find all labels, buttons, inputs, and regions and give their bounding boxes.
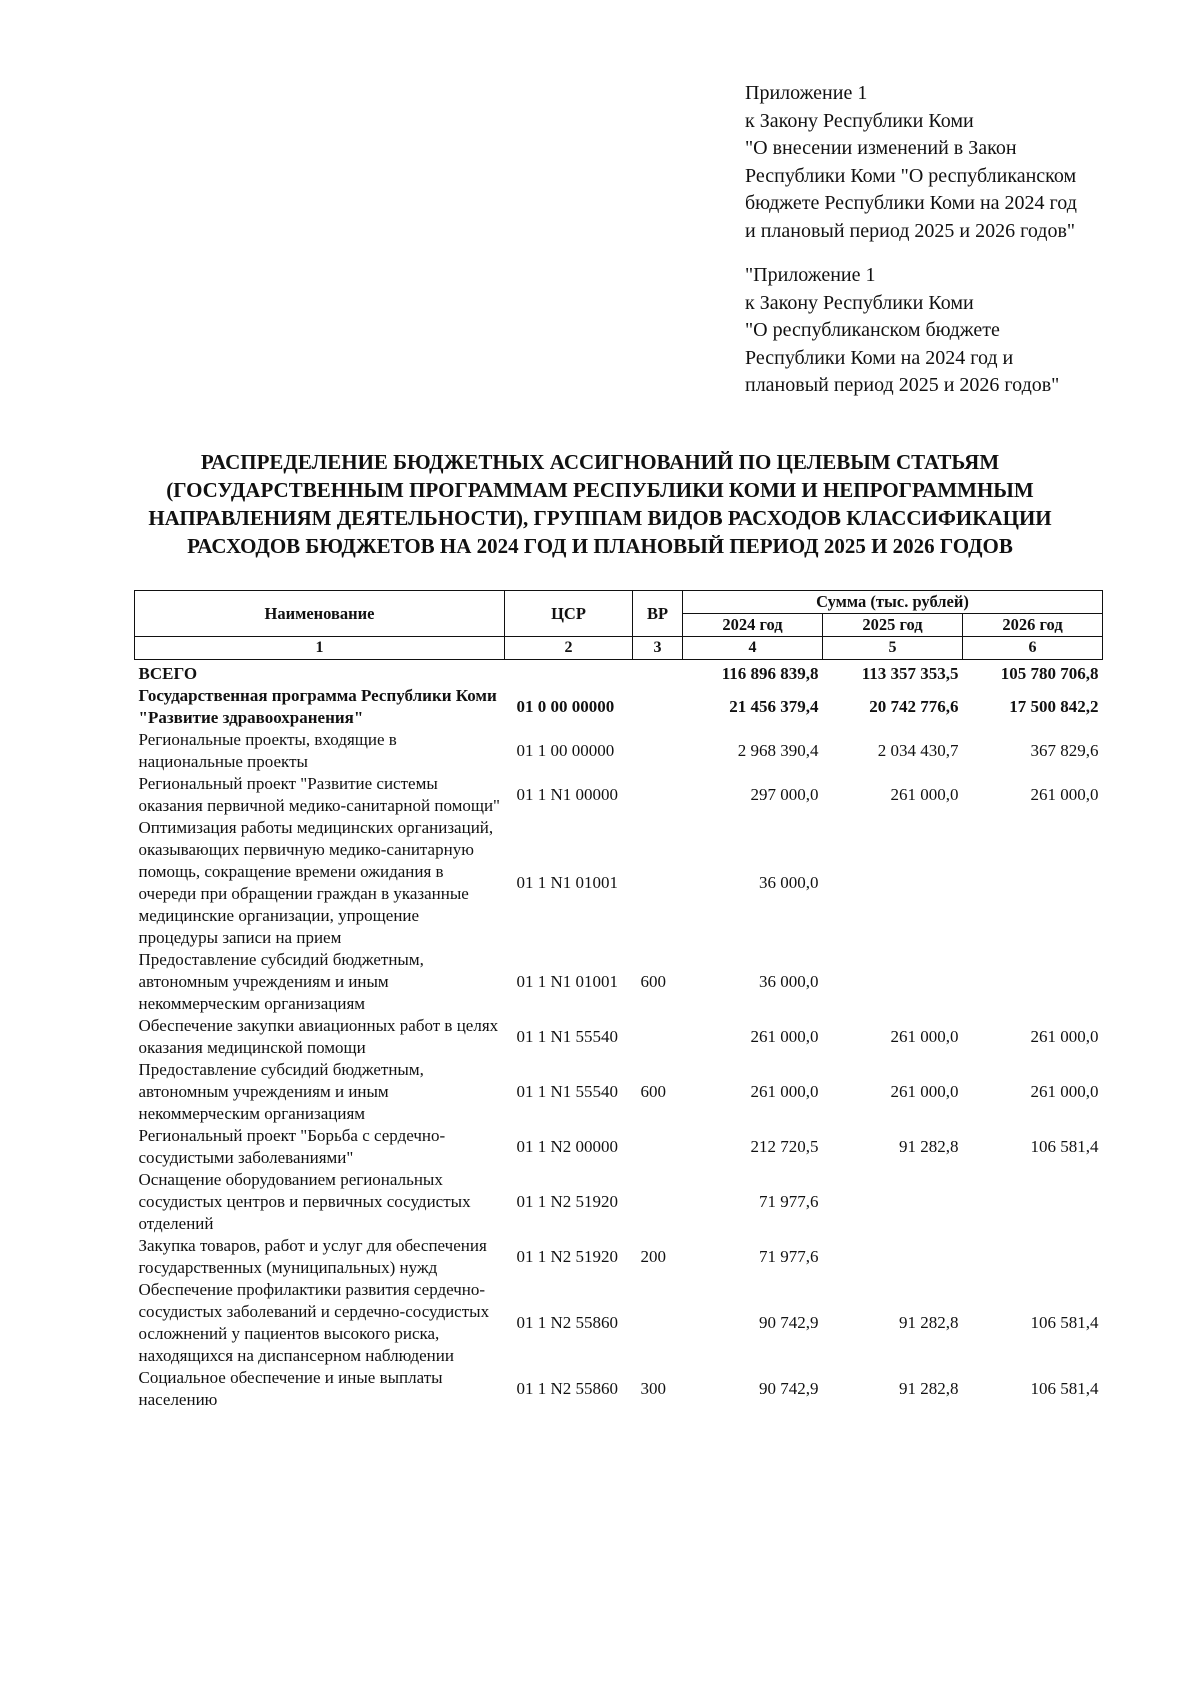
row-csr: 01 1 N1 55540 [516, 1082, 619, 1101]
row-name: Региональный проект "Борьба с сердечно-сосудистыми заболеваниями" [138, 1126, 446, 1167]
row-name: Закупка товаров, работ и услуг для обеспечения государственных (муниципальных) нужд [138, 1236, 487, 1277]
row-sum-2025 [823, 949, 963, 1015]
row-sum-2024: 71 977,6 [759, 1192, 819, 1211]
appendix-line: плановый период 2025 и 2026 годов" [745, 374, 1060, 396]
row-sum-2025: 91 282,8 [899, 1379, 959, 1398]
row-csr [505, 660, 633, 686]
col-number: 1 [135, 637, 505, 660]
row-csr: 01 1 00 00000 [516, 741, 615, 760]
header-vr: ВР [633, 591, 683, 637]
col-number: 3 [633, 637, 683, 660]
row-csr: 01 0 00 00000 [516, 697, 615, 716]
row-sum-2024: 36 000,0 [759, 972, 819, 991]
row-name: Государственная программа Республики Коми "Развитие здравоохранения" [138, 686, 497, 727]
appendix-line: к Закону Республики Коми [745, 109, 974, 132]
row-csr: 01 1 N2 55860 [516, 1313, 619, 1332]
row-csr: 01 1 N2 55860 [516, 1379, 619, 1398]
table-row [135, 949, 1103, 1015]
row-sum-2026: 106 581,4 [1030, 1379, 1099, 1398]
row-vr [633, 660, 683, 686]
appendix-line: к Закону Республики Коми [745, 291, 974, 314]
row-sum-2026 [963, 1235, 1103, 1279]
row-vr: 600 [640, 972, 666, 991]
row-name: Предоставление субсидий бюджетным, автономным учреждениям и иным некоммерческим организациям [138, 950, 424, 1013]
row-sum-2025: 261 000,0 [890, 1027, 959, 1046]
row-sum-2025: 91 282,8 [899, 1313, 959, 1332]
row-csr: 01 1 N2 00000 [516, 1137, 619, 1156]
header-csr: ЦСР [505, 591, 633, 637]
row-sum-2026: 106 581,4 [1030, 1313, 1099, 1332]
header-year-2025: 2025 год [823, 614, 963, 637]
row-sum-2026: 261 000,0 [1030, 1082, 1099, 1101]
appendix-note-1 [745, 80, 1165, 245]
row-sum-2025 [823, 1235, 963, 1279]
row-csr: 01 1 N1 01001 [516, 972, 619, 991]
row-sum-2026: 367 829,6 [1030, 741, 1099, 760]
row-sum-2025: 91 282,8 [899, 1137, 959, 1156]
row-sum-2025: 261 000,0 [890, 1082, 959, 1101]
table-row [135, 660, 1103, 686]
table-row [135, 1015, 1103, 1059]
header-name: Наименование [135, 591, 505, 637]
table-row [135, 1169, 1103, 1235]
appendix-line: Республики Коми "О республиканском [745, 164, 1077, 187]
appendix-note-2 [745, 262, 1165, 400]
row-vr [633, 1125, 683, 1169]
row-sum-2026 [963, 949, 1103, 1015]
table-row [135, 729, 1103, 773]
row-sum-2025 [823, 817, 963, 949]
row-vr [633, 773, 683, 817]
row-sum-2024: 116 896 839,8 [721, 664, 819, 683]
row-name: Обеспечение профилактики развития сердечно-сосудистых заболеваний и сердечно-сосудистых осложнений у пациентов высокого риска, находящихся на диспансерном наблюдении [138, 1280, 490, 1365]
appendix-line: Республики Коми на 2024 год и [745, 346, 1014, 369]
row-sum-2024: 21 456 379,4 [729, 697, 819, 716]
row-vr [633, 1169, 683, 1235]
row-csr: 01 1 N1 55540 [516, 1027, 619, 1046]
row-sum-2025 [823, 1169, 963, 1235]
appendix-line: "Приложение 1 [745, 264, 876, 286]
col-number: 2 [505, 637, 633, 660]
row-sum-2024: 36 000,0 [759, 873, 819, 892]
appendix-line: и плановый период 2025 и 2026 годов" [745, 219, 1076, 242]
row-sum-2024: 2 968 390,4 [737, 741, 819, 760]
document-title [100, 448, 1100, 560]
row-csr: 01 1 N2 51920 [516, 1247, 619, 1266]
table-row [135, 1235, 1103, 1279]
row-vr [633, 1015, 683, 1059]
row-name: Обеспечение закупки авиационных работ в целях оказания медицинской помощи [138, 1016, 499, 1057]
row-csr: 01 1 N1 01001 [516, 873, 619, 892]
row-name: Региональные проекты, входящие в национальные проекты [138, 730, 397, 771]
row-sum-2024: 297 000,0 [750, 785, 819, 804]
row-sum-2026: 261 000,0 [1030, 1027, 1099, 1046]
appendix-line: "О республиканском бюджете [745, 319, 1000, 341]
row-sum-2024: 71 977,6 [759, 1247, 819, 1266]
row-sum-2025: 2 034 430,7 [877, 741, 959, 760]
row-sum-2026: 261 000,0 [1030, 785, 1099, 804]
row-name: Социальное обеспечение и иные выплаты населению [138, 1368, 443, 1409]
row-name: Оптимизация работы медицинских организаций, оказывающих первичную медико-санитарную помощь, сокращение времени ожидания в очереди при обращении граждан в указанные медицинские организации, упрощение процедуры записи на прием [138, 818, 494, 947]
row-vr [633, 729, 683, 773]
row-sum-2026: 17 500 842,2 [1009, 697, 1099, 716]
row-sum-2026 [963, 817, 1103, 949]
title-line: РАСХОДОВ БЮДЖЕТОВ НА 2024 ГОД И ПЛАНОВЫЙ ПЕРИОД 2025 И 2026 ГОДОВ [187, 534, 1013, 558]
row-vr [633, 1279, 683, 1367]
header-year-2024: 2024 год [683, 614, 823, 637]
title-line: РАСПРЕДЕЛЕНИЕ БЮДЖЕТНЫХ АССИГНОВАНИЙ ПО ЦЕЛЕВЫМ СТАТЬЯМ [200, 450, 1000, 474]
row-sum-2024: 261 000,0 [750, 1082, 819, 1101]
table-row [135, 1125, 1103, 1169]
col-number: 5 [823, 637, 963, 660]
table-row [135, 1279, 1103, 1367]
table-row [135, 1367, 1103, 1411]
row-vr [633, 685, 683, 729]
table-row [135, 1059, 1103, 1125]
budget-table [134, 590, 1103, 1411]
row-vr: 600 [640, 1082, 666, 1101]
header-sum: Сумма (тыс. рублей) [683, 591, 1103, 614]
row-name: Предоставление субсидий бюджетным, автономным учреждениям и иным некоммерческим организациям [138, 1060, 424, 1123]
row-csr: 01 1 N1 00000 [516, 785, 619, 804]
row-vr: 300 [640, 1379, 666, 1398]
row-vr: 200 [640, 1247, 666, 1266]
row-sum-2026 [963, 1169, 1103, 1235]
row-sum-2024: 90 742,9 [759, 1379, 819, 1398]
row-sum-2026: 106 581,4 [1030, 1137, 1099, 1156]
title-line: (ГОСУДАРСТВЕННЫМ ПРОГРАММАМ РЕСПУБЛИКИ КОМИ И НЕПРОГРАММНЫМ [166, 478, 1034, 502]
row-sum-2024: 261 000,0 [750, 1027, 819, 1046]
row-sum-2026: 105 780 706,8 [1000, 664, 1099, 683]
row-sum-2024: 212 720,5 [750, 1137, 819, 1156]
appendix-line: Приложение 1 [745, 82, 868, 104]
row-csr: 01 1 N2 51920 [516, 1192, 619, 1211]
header-year-2026: 2026 год [963, 614, 1103, 637]
appendix-line: бюджете Республики Коми на 2024 год [745, 192, 1077, 214]
row-name: Оснащение оборудованием региональных сосудистых центров и первичных сосудистых отделений [138, 1170, 471, 1233]
appendix-line: "О внесении изменений в Закон [745, 137, 1017, 159]
table-row [135, 685, 1103, 729]
title-line: НАПРАВЛЕНИЯМ ДЕЯТЕЛЬНОСТИ), ГРУППАМ ВИДОВ РАСХОДОВ КЛАССИФИКАЦИИ [148, 506, 1052, 530]
table-row [135, 773, 1103, 817]
col-number: 6 [963, 637, 1103, 660]
row-sum-2024: 90 742,9 [759, 1313, 819, 1332]
row-sum-2025: 20 742 776,6 [869, 697, 959, 716]
row-sum-2025: 113 357 353,5 [861, 664, 959, 683]
row-name: ВСЕГО [138, 664, 198, 683]
table-row [135, 817, 1103, 949]
row-vr [633, 817, 683, 949]
col-number: 4 [683, 637, 823, 660]
row-name: Региональный проект "Развитие системы оказания первичной медико-санитарной помощи" [138, 774, 500, 815]
row-sum-2025: 261 000,0 [890, 785, 959, 804]
